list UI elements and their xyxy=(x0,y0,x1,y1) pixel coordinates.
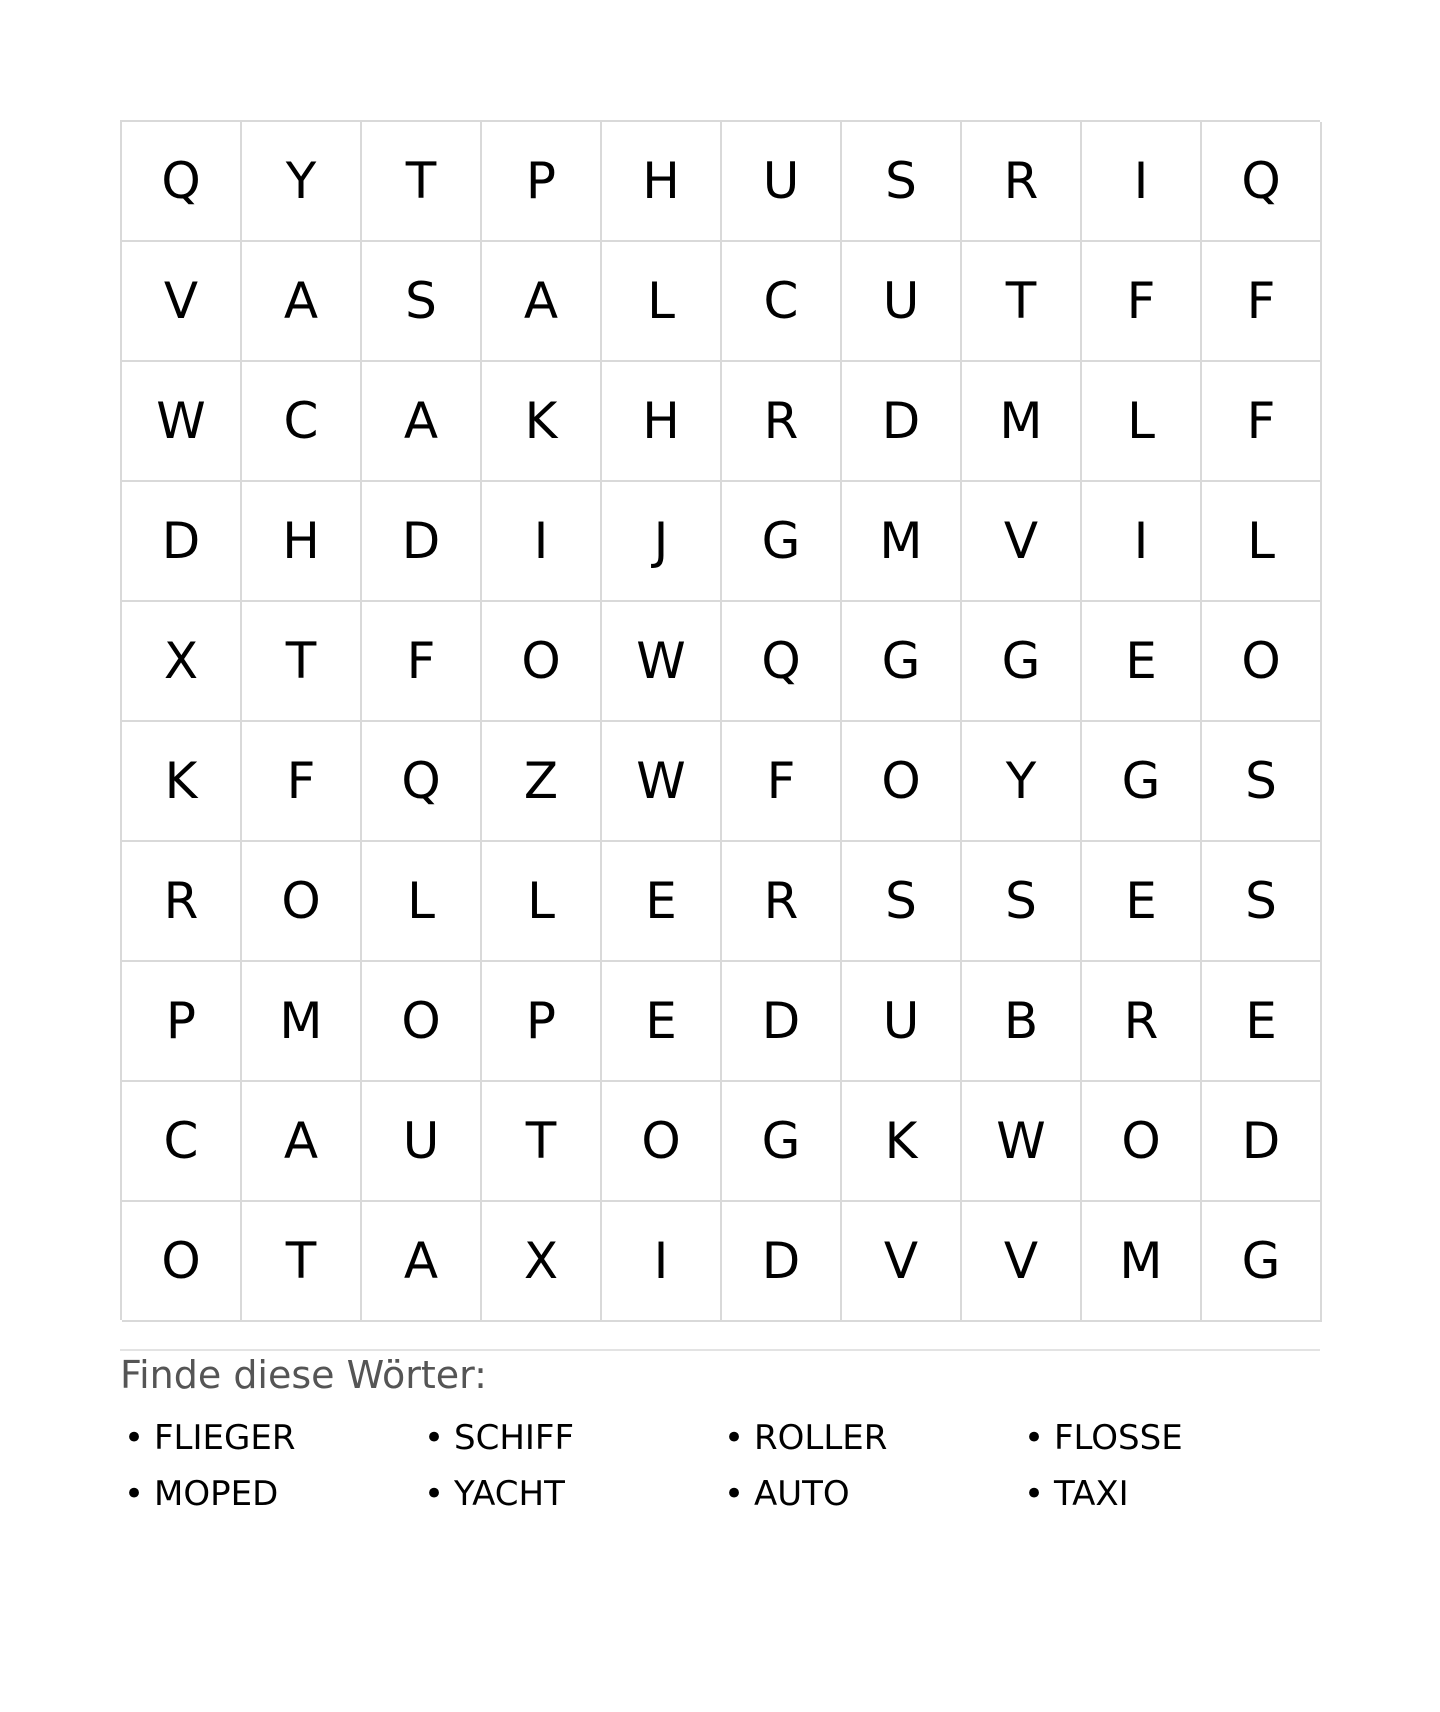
grid-cell-r5-c4[interactable]: O xyxy=(482,602,602,722)
grid-cell-r1-c4[interactable]: P xyxy=(482,122,602,242)
grid-cell-r5-c5[interactable]: W xyxy=(602,602,722,722)
grid-cell-r4-c9[interactable]: I xyxy=(1082,482,1202,602)
grid-cell-r3-c9[interactable]: L xyxy=(1082,362,1202,482)
bullet-icon: • xyxy=(124,1474,145,1514)
grid-cell-r10-c2[interactable]: T xyxy=(242,1202,362,1322)
grid-cell-r2-c1[interactable]: V xyxy=(122,242,242,362)
grid-cell-r1-c9[interactable]: I xyxy=(1082,122,1202,242)
word-label: TAXI xyxy=(1054,1474,1129,1514)
grid-cell-r10-c1[interactable]: O xyxy=(122,1202,242,1322)
bullet-icon: • xyxy=(724,1418,745,1458)
grid-cell-r2-c9[interactable]: F xyxy=(1082,242,1202,362)
bullet-icon: • xyxy=(124,1418,145,1458)
grid-cell-r1-c6[interactable]: U xyxy=(722,122,842,242)
bullet-icon: • xyxy=(724,1474,745,1514)
grid-cell-r10-c4[interactable]: X xyxy=(482,1202,602,1322)
grid-cell-r4-c10[interactable]: L xyxy=(1202,482,1322,602)
grid-cell-r2-c7[interactable]: U xyxy=(842,242,962,362)
grid-cell-r2-c8[interactable]: T xyxy=(962,242,1082,362)
grid-cell-r3-c8[interactable]: M xyxy=(962,362,1082,482)
grid-cell-r1-c8[interactable]: R xyxy=(962,122,1082,242)
grid-cell-r3-c2[interactable]: C xyxy=(242,362,362,482)
grid-cell-r2-c2[interactable]: A xyxy=(242,242,362,362)
grid-cell-r6-c3[interactable]: Q xyxy=(362,722,482,842)
grid-cell-r9-c4[interactable]: T xyxy=(482,1082,602,1202)
grid-cell-r7-c5[interactable]: E xyxy=(602,842,722,962)
bullet-icon: • xyxy=(424,1474,445,1514)
grid-cell-r9-c6[interactable]: G xyxy=(722,1082,842,1202)
grid-cell-r4-c4[interactable]: I xyxy=(482,482,602,602)
grid-cell-r2-c5[interactable]: L xyxy=(602,242,722,362)
grid-cell-r5-c8[interactable]: G xyxy=(962,602,1082,722)
grid-cell-r7-c4[interactable]: L xyxy=(482,842,602,962)
grid-cell-r9-c1[interactable]: C xyxy=(122,1082,242,1202)
grid-cell-r9-c10[interactable]: D xyxy=(1202,1082,1322,1202)
grid-cell-r3-c5[interactable]: H xyxy=(602,362,722,482)
grid-cell-r8-c4[interactable]: P xyxy=(482,962,602,1082)
grid-cell-r7-c8[interactable]: S xyxy=(962,842,1082,962)
grid-cell-r5-c7[interactable]: G xyxy=(842,602,962,722)
grid-cell-r1-c10[interactable]: Q xyxy=(1202,122,1322,242)
grid-cell-r8-c7[interactable]: U xyxy=(842,962,962,1082)
word-item-roller xyxy=(720,1410,1020,1466)
grid-cell-r7-c3[interactable]: L xyxy=(362,842,482,962)
grid-cell-r7-c1[interactable]: R xyxy=(122,842,242,962)
word-label: FLOSSE xyxy=(1054,1418,1183,1458)
grid-cell-r3-c6[interactable]: R xyxy=(722,362,842,482)
grid-cell-r8-c8[interactable]: B xyxy=(962,962,1082,1082)
grid-cell-r6-c8[interactable]: Y xyxy=(962,722,1082,842)
grid-cell-r10-c8[interactable]: V xyxy=(962,1202,1082,1322)
grid-cell-r8-c10[interactable]: E xyxy=(1202,962,1322,1082)
word-label: FLIEGER xyxy=(154,1418,296,1458)
grid-cell-r5-c10[interactable]: O xyxy=(1202,602,1322,722)
grid-cell-r2-c4[interactable]: A xyxy=(482,242,602,362)
grid-cell-r5-c6[interactable]: Q xyxy=(722,602,842,722)
grid-cell-r1-c1[interactable]: Q xyxy=(122,122,242,242)
grid-cell-r5-c9[interactable]: E xyxy=(1082,602,1202,722)
grid-cell-r6-c10[interactable]: S xyxy=(1202,722,1322,842)
grid-cell-r4-c7[interactable]: M xyxy=(842,482,962,602)
grid-cell-r6-c9[interactable]: G xyxy=(1082,722,1202,842)
grid-cell-r10-c3[interactable]: A xyxy=(362,1202,482,1322)
grid-cell-r8-c3[interactable]: O xyxy=(362,962,482,1082)
word-label: AUTO xyxy=(754,1474,850,1514)
grid-cell-r7-c10[interactable]: S xyxy=(1202,842,1322,962)
word-item-flosse xyxy=(1020,1410,1320,1466)
grid-cell-r3-c7[interactable]: D xyxy=(842,362,962,482)
grid-cell-r7-c7[interactable]: S xyxy=(842,842,962,962)
word-label: MOPED xyxy=(154,1474,279,1514)
grid-cell-r2-c10[interactable]: F xyxy=(1202,242,1322,362)
word-item-moped xyxy=(120,1466,420,1522)
word-label: SCHIFF xyxy=(454,1418,575,1458)
grid-cell-r4-c6[interactable]: G xyxy=(722,482,842,602)
grid-cell-r2-c6[interactable]: C xyxy=(722,242,842,362)
grid-cell-r8-c5[interactable]: E xyxy=(602,962,722,1082)
grid-cell-r3-c1[interactable]: W xyxy=(122,362,242,482)
grid-cell-r5-c2[interactable]: T xyxy=(242,602,362,722)
grid-cell-r9-c8[interactable]: W xyxy=(962,1082,1082,1202)
grid-cell-r3-c4[interactable]: K xyxy=(482,362,602,482)
grid-cell-r10-c6[interactable]: D xyxy=(722,1202,842,1322)
word-label: YACHT xyxy=(454,1474,565,1514)
word-item-yacht xyxy=(420,1466,720,1522)
word-item-schiff xyxy=(420,1410,720,1466)
grid-cell-r1-c7[interactable]: S xyxy=(842,122,962,242)
grid-cell-r6-c5[interactable]: W xyxy=(602,722,722,842)
grid-cell-r10-c10[interactable]: G xyxy=(1202,1202,1322,1322)
grid-cell-r2-c3[interactable]: S xyxy=(362,242,482,362)
grid-cell-r4-c3[interactable]: D xyxy=(362,482,482,602)
letter-grid xyxy=(120,120,1320,1320)
grid-cell-r10-c9[interactable]: M xyxy=(1082,1202,1202,1322)
grid-cell-r4-c1[interactable]: D xyxy=(122,482,242,602)
grid-cell-r9-c3[interactable]: U xyxy=(362,1082,482,1202)
bullet-icon: • xyxy=(424,1418,445,1458)
grid-cell-r4-c5[interactable]: J xyxy=(602,482,722,602)
word-list xyxy=(120,1410,1320,1522)
grid-cell-r9-c2[interactable]: A xyxy=(242,1082,362,1202)
grid-cell-r8-c1[interactable]: P xyxy=(122,962,242,1082)
grid-cell-r10-c7[interactable]: V xyxy=(842,1202,962,1322)
bullet-icon: • xyxy=(1024,1418,1045,1458)
grid-cell-r9-c5[interactable]: O xyxy=(602,1082,722,1202)
word-label: ROLLER xyxy=(754,1418,888,1458)
grid-cell-r8-c6[interactable]: D xyxy=(722,962,842,1082)
word-item-auto xyxy=(720,1466,1020,1522)
grid-cell-r1-c3[interactable]: T xyxy=(362,122,482,242)
grid-cell-r3-c3[interactable]: A xyxy=(362,362,482,482)
grid-cell-r6-c4[interactable]: Z xyxy=(482,722,602,842)
grid-cell-r1-c2[interactable]: Y xyxy=(242,122,362,242)
grid-cell-r5-c3[interactable]: F xyxy=(362,602,482,722)
bullet-icon: • xyxy=(1024,1474,1045,1514)
grid-cell-r7-c6[interactable]: R xyxy=(722,842,842,962)
grid-cell-r9-c9[interactable]: O xyxy=(1082,1082,1202,1202)
grid-cell-r6-c1[interactable]: K xyxy=(122,722,242,842)
grid-cell-r6-c2[interactable]: F xyxy=(242,722,362,842)
grid-cell-r1-c5[interactable]: H xyxy=(602,122,722,242)
grid-cell-r7-c9[interactable]: E xyxy=(1082,842,1202,962)
word-list-title: Finde diese Wörter: xyxy=(120,1353,487,1397)
grid-cell-r8-c9[interactable]: R xyxy=(1082,962,1202,1082)
grid-cell-r4-c8[interactable]: V xyxy=(962,482,1082,602)
word-item-taxi xyxy=(1020,1466,1320,1522)
grid-cell-r9-c7[interactable]: K xyxy=(842,1082,962,1202)
grid-cell-r8-c2[interactable]: M xyxy=(242,962,362,1082)
grid-cell-r10-c5[interactable]: I xyxy=(602,1202,722,1322)
word-item-flieger xyxy=(120,1410,420,1466)
grid-cell-r3-c10[interactable]: F xyxy=(1202,362,1322,482)
grid-cell-r6-c6[interactable]: F xyxy=(722,722,842,842)
grid-cell-r6-c7[interactable]: O xyxy=(842,722,962,842)
grid-cell-r7-c2[interactable]: O xyxy=(242,842,362,962)
grid-cell-r4-c2[interactable]: H xyxy=(242,482,362,602)
grid-cell-r5-c1[interactable]: X xyxy=(122,602,242,722)
